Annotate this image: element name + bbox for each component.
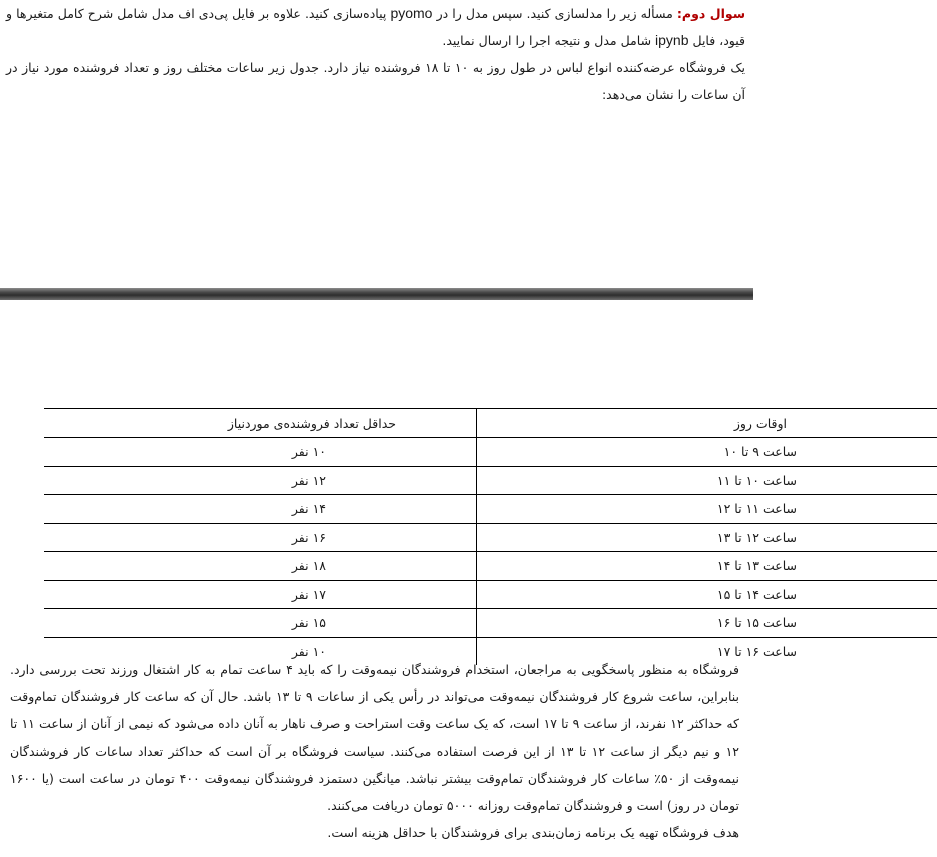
table-row: [44, 552, 937, 581]
intro-text-1: مسأله زیر را مدلسازی کنید. سپس مدل را در: [436, 6, 673, 21]
cell-need: ۱۴ نفر: [44, 495, 477, 524]
header-time: اوقات روز: [477, 409, 937, 438]
table-row: [44, 609, 937, 638]
problem-intro: [0, 0, 753, 110]
cell-need: ۱۵ نفر: [44, 609, 477, 638]
cell-time: ساعت ۱۲ تا ۱۳: [477, 523, 937, 552]
staffing-table: [44, 408, 937, 665]
table-header-row: [44, 409, 937, 438]
table-row: [44, 438, 937, 467]
constraints-paragraph: فروشگاه به منظور پاسخگویی به مراجعان، استخدام فروشندگان نیمه‌وقت را که باید ۴ ساعت تمام به کار اشتغال ورزند تحت بررسی دارد. بنابراین، ساعت شروع کار فروشندگان نیمه‌وقت می‌تواند در رأس یکی از ساعات ۹ تا ۱۳ باشد. حال آن که ساعت کار فروشندگان تمام‌وقت که حداکثر ۱۲ نفرند، از ساعت ۹ تا ۱۷ است، که یک ساعت وقت استراحت و صرف ناهار به آنان داده می‌شود که نیمی از آنان از ساعت ۱۱ تا ۱۲ و نیم دیگر از ساعت ۱۲ تا ۱۳ از این فرصت استفاده می‌کنند. سیاست فروشگاه بر آن است که حداکثر تعداد ساعات کار فروشندگان نیمه‌وقت از ۵۰٪ ساعات کار فروشندگان تمام‌وقت بیشتر نباشد. میانگین دستمزد فروشندگان نیمه‌وقت ۴۰۰ تومان در ساعت است (یا ۱۶۰۰ تومان در روز) است و فروشندگان تمام‌وقت روزانه ۵۰۰۰ تومان دریافت می‌کنند.: [10, 662, 740, 814]
cell-time: ساعت ۱۵ تا ۱۶: [477, 609, 937, 638]
ipynb-term: ipynb: [655, 32, 689, 48]
cell-need: ۱۸ نفر: [44, 552, 477, 581]
cell-time: ساعت ۹ تا ۱۰: [477, 438, 937, 467]
cell-need: ۱۰ نفر: [44, 637, 477, 665]
cell-time: ساعت ۱۳ تا ۱۴: [477, 552, 937, 581]
table-row: [44, 580, 937, 609]
cell-time: ساعت ۱۴ تا ۱۵: [477, 580, 937, 609]
scenario-paragraph: یک فروشگاه عرضه‌کننده انواع لباس در طول روز به ۱۰ تا ۱۸ فروشنده نیاز دارد. جدول زیر ساعات مختلف روز و تعداد فروشنده مورد نیاز در آن ساعات را نشان می‌دهد:: [6, 60, 746, 102]
question-label: سوال دوم:: [676, 6, 745, 21]
cell-time: ساعت ۱۶ تا ۱۷: [716, 643, 797, 659]
cell-need: ۱۲ نفر: [44, 466, 477, 495]
header-need: حداقل تعداد فروشنده‌ی موردنیاز: [44, 409, 477, 438]
cell-time: ساعت ۱۰ تا ۱۱: [477, 466, 937, 495]
cell-need: ۱۷ نفر: [44, 580, 477, 609]
cell-need: ۱۰ نفر: [44, 438, 477, 467]
table-row: [44, 495, 937, 524]
page-divider: [0, 288, 753, 300]
cell-time: ساعت ۱۱ تا ۱۲: [477, 495, 937, 524]
objective-paragraph: هدف فروشگاه تهیه یک برنامه زمان‌بندی برای فروشندگان با حداقل هزینه است.: [327, 825, 739, 841]
problem-body: [0, 656, 753, 846]
table-row: [44, 523, 937, 552]
intro-text-3: شامل مدل و نتیجه اجرا را ارسال نمایید.: [442, 33, 652, 48]
cell-need: ۱۶ نفر: [44, 523, 477, 552]
table-row: [44, 466, 937, 495]
intro-text-2: پیاده‌سازی کنید. علاوه بر فایل پی‌دی اف مدل شامل شرح کامل متغیرها و قیود، فایل: [6, 6, 745, 48]
intro-paragraph: [6, 0, 745, 54]
pyomo-term: pyomo: [390, 5, 433, 21]
staffing-table-container: [44, 408, 797, 659]
